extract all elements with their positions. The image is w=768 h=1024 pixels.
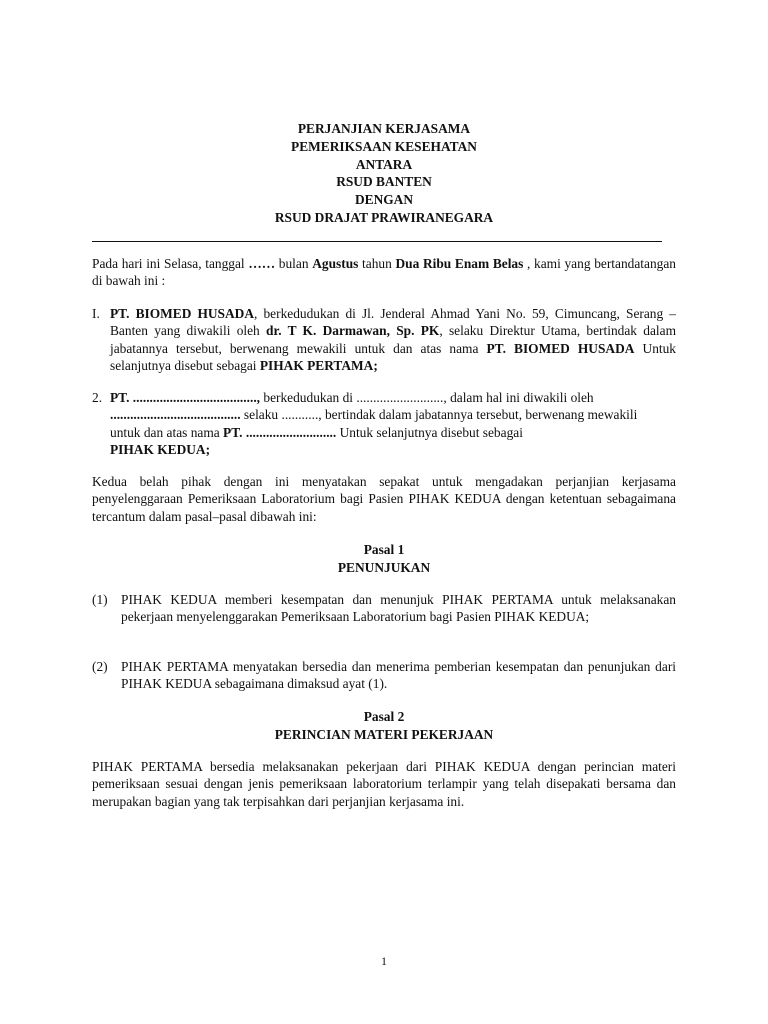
opening-text-2: bulan — [275, 256, 313, 271]
pasal-2-text: PIHAK PERTAMA bersedia melaksanakan pekerjaan dari PIHAK KEDUA dengan perincian materi pemeriksaan sesuai dengan jenis pemeriksaan laboratorium terlampir yang telah disepakati bersama dan merupakan bagian yang tak terpisahkan dari perjanjian kerjasama ini. — [92, 759, 676, 809]
pasal-1-header — [92, 541, 676, 576]
party-2-name-repeat: PT. ........................... — [223, 424, 337, 440]
pasal-2-header — [92, 708, 676, 743]
opening-text-1: Pada hari ini Selasa, tanggal — [92, 256, 249, 271]
opening-paragraph — [92, 255, 676, 290]
party-2-number: 2. — [92, 390, 103, 405]
pasal-1-item-2-text: PIHAK PERTAMA menyatakan bersedia dan menerima pemberian kesempatan dan penunjukan dari PIHAK KEDUA sebagaimana dimaksud ayat (1). — [121, 659, 676, 692]
pasal-1-number: Pasal 1 — [363, 542, 405, 557]
party-1 — [92, 305, 676, 374]
agreement-intro: Kedua belah pihak dengan ini menyatakan sepakat untuk mengadakan perjanjian kerjasama penyelenggaraan Pemeriksaan Laboratorium bagi Pasien PIHAK KEDUA dengan ketentuan sebagaimana tercantum dalam pasal–pasal dibawah ini: — [92, 474, 676, 524]
pasal-1-heading: PENUNJUKAN — [337, 559, 431, 575]
pasal-1-item-1-number: (1) — [92, 592, 108, 607]
party-1-text-1: , berkedudukan di Jl. Jenderal Ahmad Yani No. 59, Cimuncang, Serang – Banten yang diwakili oleh — [110, 306, 676, 339]
opening-text-4: , kami yang bertandatangan di bawah ini : — [92, 256, 676, 289]
pasal-2-number: Pasal 2 — [363, 709, 405, 724]
party-2-text-1: berkedudukan di .........................., dalam hal ini diwakili oleh — [260, 390, 594, 405]
party-1-body — [110, 305, 676, 374]
party-2-name: PT. ....................................., — [110, 390, 261, 405]
title-line-2: PEMERIKSAAN KESEHATAN — [291, 138, 477, 154]
party-2-text-3: Untuk selanjutnya disebut sebagai — [336, 424, 523, 440]
opening-year: Dua Ribu Enam Belas — [395, 256, 524, 271]
document-title — [92, 120, 676, 227]
title-line-4: RSUD BANTEN — [336, 174, 432, 190]
title-divider — [92, 241, 662, 242]
party-2-representative: ....................................... — [110, 407, 241, 423]
pasal-1-item-2 — [92, 658, 676, 693]
pasal-1-item-2-number: (2) — [92, 659, 108, 674]
opening-date-placeholder: …… — [248, 256, 276, 271]
title-line-5: DENGAN — [354, 192, 414, 208]
party-1-name-repeat: PT. BIOMED HUSADA — [486, 340, 635, 356]
title-line-3: ANTARA — [355, 156, 413, 172]
party-1-name: PT. BIOMED HUSADA — [110, 306, 255, 321]
party-2-text-2: selaku ..........., bertindak dalam jabatannya tersebut, berwenang mewakili untuk dan atas nama — [110, 407, 638, 440]
party-1-text-3: Untuk selanjutnya disebut sebagai — [110, 340, 676, 373]
party-1-text-2: , selaku Direktur Utama, bertindak dalam jabatannya tersebut, berwenang mewakili untuk dan atas nama — [110, 323, 676, 356]
party-2-role: PIHAK KEDUA; — [110, 441, 211, 457]
title-line-6: RSUD DRAJAT PRAWIRANEGARA — [274, 209, 494, 225]
opening-month: Agustus — [312, 256, 359, 271]
title-line-1: PERJANJIAN KERJASAMA — [297, 121, 471, 136]
opening-text-3: tahun — [358, 256, 396, 271]
pasal-2-heading: PERINCIAN MATERI PEKERJAAN — [274, 726, 494, 742]
party-2 — [92, 389, 676, 458]
party-1-representative: dr. T K. Darmawan, Sp. PK — [266, 323, 440, 339]
party-1-role: PIHAK PERTAMA; — [259, 357, 378, 373]
page-number: 1 — [381, 954, 387, 968]
party-1-number: I. — [92, 306, 100, 321]
party-2-body — [110, 389, 662, 458]
pasal-1-item-1-text: PIHAK KEDUA memberi kesempatan dan menunjuk PIHAK PERTAMA untuk melaksanakan pekerjaan menyelenggarakan Pemeriksaan Laboratorium bagi Pasien PIHAK KEDUA; — [121, 592, 676, 625]
pasal-1-item-1 — [92, 591, 676, 626]
